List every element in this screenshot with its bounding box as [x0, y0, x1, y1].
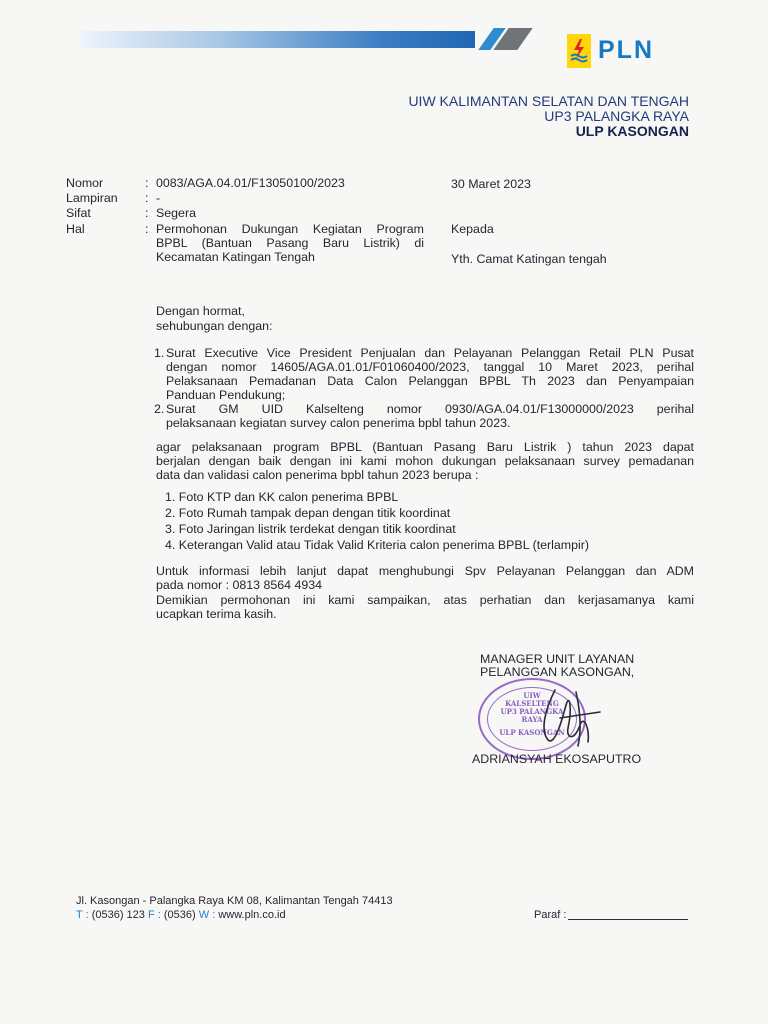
signatory-title-2: PELANGGAN KASONGAN,	[480, 665, 635, 679]
signatory-title-1: MANAGER UNIT LAYANAN	[480, 652, 635, 666]
list-item: 4. Keterangan Valid atau Tidak Valid Kriteria calon penerima BPBL (terlampir)	[165, 538, 590, 552]
lampiran-value: -	[156, 191, 161, 205]
handwritten-signature	[500, 680, 610, 750]
ref-line: Panduan Pendukung;	[166, 388, 286, 402]
ref-line: Surat GM UID Kalselteng nomor 0930/AGA.04.01/F13000000/2023 perihal	[166, 402, 694, 416]
unit-line-2: UP3 PALANGKA RAYA	[544, 108, 689, 124]
pln-brand-text: PLN	[598, 36, 654, 64]
nomor-value: 0083/AGA.04.01/F13050100/2023	[156, 176, 345, 190]
requirements-list	[165, 490, 589, 552]
hal-line: Kecamatan Katingan Tengah	[156, 250, 315, 264]
letter-date: 30 Maret 2023	[451, 177, 531, 191]
paragraph-line: agar pelaksanaan program BPBL (Bantuan Pasang Baru Listrik ) tahun 2023 dapat	[156, 440, 694, 454]
kepada-label: Kepada	[451, 222, 494, 236]
fax-label: F :	[147, 909, 161, 921]
ref-item	[166, 402, 694, 430]
lampiran-label: Lampiran	[66, 191, 118, 205]
unit-line-1: UIW KALIMANTAN SELATAN DAN TENGAH	[408, 93, 689, 109]
paragraph-line: berjalan dengan baik dengan ini kami mohon dukungan pelaksanaan survey pemadanan	[156, 454, 694, 468]
colon: :	[145, 206, 149, 220]
sifat-value: Segera	[156, 206, 196, 220]
intro: sehubungan dengan:	[156, 319, 273, 333]
ref-line: pelaksanaan kegiatan survey calon penerima bpbl tahun 2023.	[166, 416, 511, 430]
sifat-label: Sifat	[66, 206, 91, 220]
paragraph-line: data dan validasi calon penerima bpbl tahun 2023 berupa :	[156, 468, 479, 482]
ref-number: 1.	[154, 346, 165, 360]
list-item: 3. Foto Jaringan listrik terdekat dengan titik koordinat	[165, 522, 456, 536]
paragraph-line: ucapkan terima kasih.	[156, 607, 277, 621]
paraf-label: Paraf :	[534, 909, 567, 921]
paragraph-closing	[156, 593, 694, 621]
hal-line: BPBL (Bantuan Pasang Baru Listrik) di	[156, 236, 424, 250]
web-link[interactable]: www.pln.co.id	[218, 909, 286, 921]
footer-contact	[76, 909, 286, 921]
ref-line: dengan nomor 14605/AGA.01.01/F01060400/2023, tanggal 10 Maret 2023, perihal	[166, 360, 694, 374]
colon: :	[145, 222, 149, 236]
paragraph-line: Untuk informasi lebih lanjut dapat menghubungi Spv Pelayanan Pelanggan dan ADM	[156, 564, 694, 578]
list-item: 1. Foto KTP dan KK calon penerima BPBL	[165, 490, 399, 504]
ref-number: 2.	[154, 402, 165, 416]
phone-label: T :	[76, 909, 89, 921]
paragraph-contact	[156, 564, 694, 592]
footer-address: Jl. Kasongan - Palangka Raya KM 08, Kalimantan Tengah 74413	[76, 895, 393, 907]
ref-line: Pelaksanaan Pemadanan Data Calon Pelanggan BPBL Th 2023 dan Penyampaian	[166, 374, 694, 388]
stamp-line: ULP KASONGAN	[499, 728, 565, 737]
signatory-name: ADRIANSYAH EKOSAPUTRO	[472, 752, 642, 766]
paragraph-line: pada nomor : 0813 8564 4934	[156, 578, 323, 592]
paragraph-line: Demikian permohonan ini kami sampaikan, atas perhatian dan kerjasamanya kami	[156, 593, 694, 607]
web-label: W :	[198, 909, 216, 921]
hal-value	[156, 222, 424, 264]
colon: :	[145, 191, 149, 205]
hal-label: Hal	[66, 222, 85, 236]
colon: :	[145, 176, 149, 190]
list-item: 2. Foto Rumah tampak depan dengan titik koordinat	[165, 506, 451, 520]
phone-value: (0536) 123	[91, 909, 145, 921]
greeting: Dengan hormat,	[156, 304, 245, 318]
header-band	[80, 31, 475, 48]
unit-line-3: ULP KASONGAN	[575, 123, 689, 139]
paragraph-request	[156, 440, 694, 482]
stamp-line: UIW	[523, 691, 541, 700]
stamp-line: UP3 PALANGKA	[500, 707, 564, 716]
pln-logo-icon	[567, 34, 591, 68]
hal-line: Permohonan Dukungan Kegiatan Program	[156, 222, 424, 236]
stamp-line: RAYA	[521, 715, 543, 724]
recipient: Yth. Camat Katingan tengah	[451, 252, 607, 266]
fax-value: (0536)	[163, 909, 196, 921]
nomor-label: Nomor	[66, 176, 104, 190]
ref-line: Surat Executive Vice President Penjualan dan Pelayanan Pelanggan Retail PLN Pusat	[166, 346, 694, 360]
paraf-line	[568, 919, 688, 920]
ref-item	[166, 346, 694, 402]
stamp-line: KALSELTENG	[505, 699, 559, 708]
